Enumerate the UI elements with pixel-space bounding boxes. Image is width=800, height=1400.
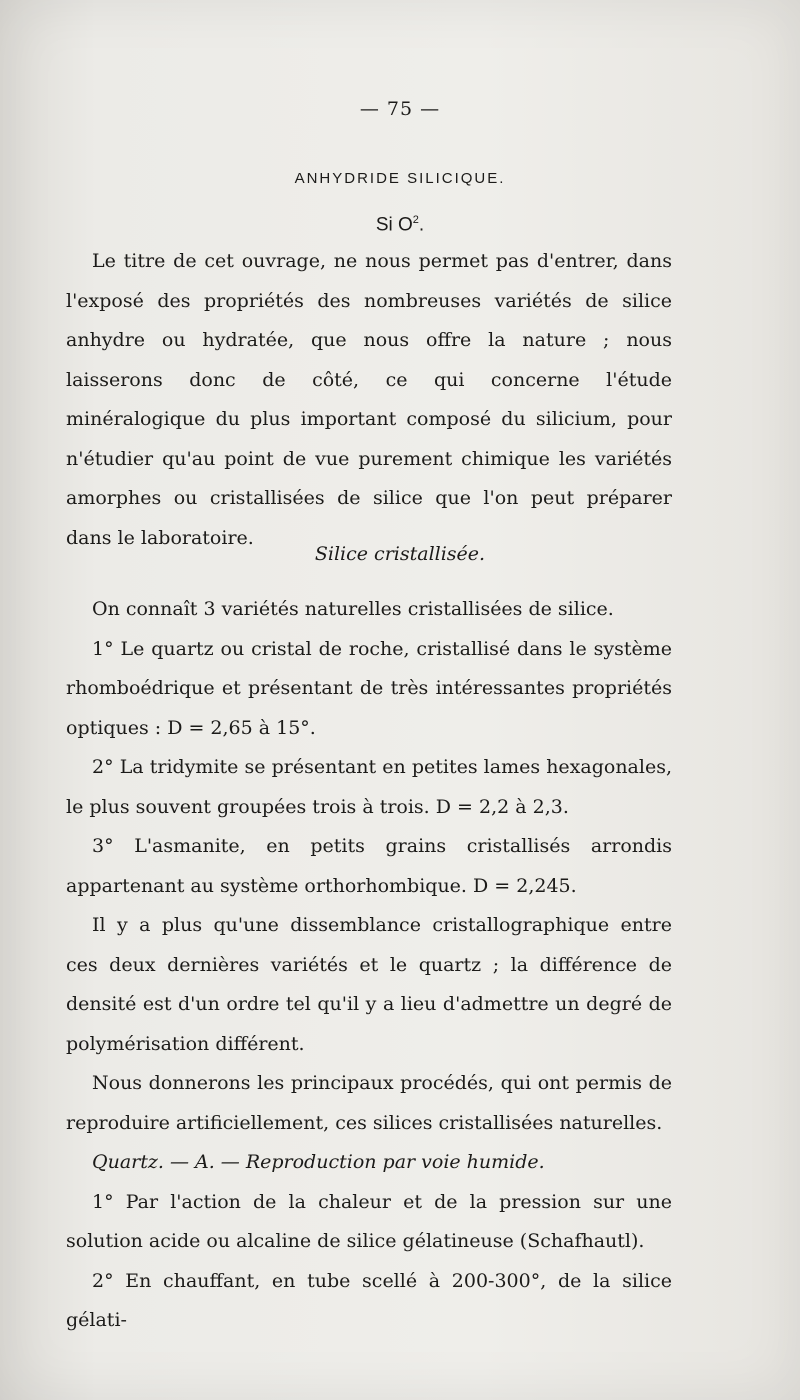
method-item: 2° En chauffant, en tube scellé à 200-300°, de la silice gélati- (66, 1269, 672, 1331)
paragraph: Nous donnerons les principaux procédés, qui ont permis de reproduire artificiellement, ces silices cristallisées naturelles. (66, 1072, 672, 1134)
section-title: ANHYDRIDE SILICIQUE. (294, 170, 506, 187)
subheading: Silice cristallisée. (314, 543, 486, 565)
intro-paragraph: Le titre de cet ouvrage, ne nous permet pas d'entrer, dans l'exposé des propriétés des nombreuses variétés de silice anhydre ou hydratée, que nous offre la nature ; nous laisserons donc de côté, ce qui concerne l'étude minéralogique du plus important composé du silicium, pour n'étudier qu'au point de vue purement chimique les variétés amorphes ou cristallisées de silice que l'on peut préparer dans le laboratoire. (66, 250, 672, 549)
quartz-heading: Quartz. — A. — Reproduction par voie humide. (92, 1151, 545, 1173)
paragraph: 3° L'asmanite, en petits grains cristallisés arrondis appartenant au système orthorhombique. D = 2,245. (66, 835, 672, 897)
formula-subscript: 2 (412, 214, 419, 226)
page-number: — 75 — (359, 98, 441, 120)
body-block (66, 590, 672, 1341)
paragraph: 2° La tridymite se présentant en petites lames hexagonales, le plus souvent groupées trois à trois. D = 2,2 à 2,3. (66, 756, 672, 818)
formula-end: . (418, 214, 425, 236)
chemical-formula (0, 214, 800, 236)
paragraph: On connaît 3 variétés naturelles cristallisées de silice. (92, 598, 614, 620)
formula-base: Si O (375, 214, 413, 236)
paragraph: 1° Le quartz ou cristal de roche, cristallisé dans le système rhomboédrique et présentant de très intéressantes propriétés optiques : D = 2,65 à 15°. (66, 637, 672, 739)
intro-paragraph-block (66, 242, 672, 558)
paragraph: Il y a plus qu'une dissemblance cristallographique entre ces deux dernières variétés et le quartz ; la différence de densité est d'un ordre tel qu'il y a lieu d'admettre un degré de polymérisation différent. (66, 914, 672, 1055)
method-item: 1° Par l'action de la chaleur et de la pression sur une solution acide ou alcaline de silice gélatineuse (Schafhautl). (66, 1190, 672, 1252)
